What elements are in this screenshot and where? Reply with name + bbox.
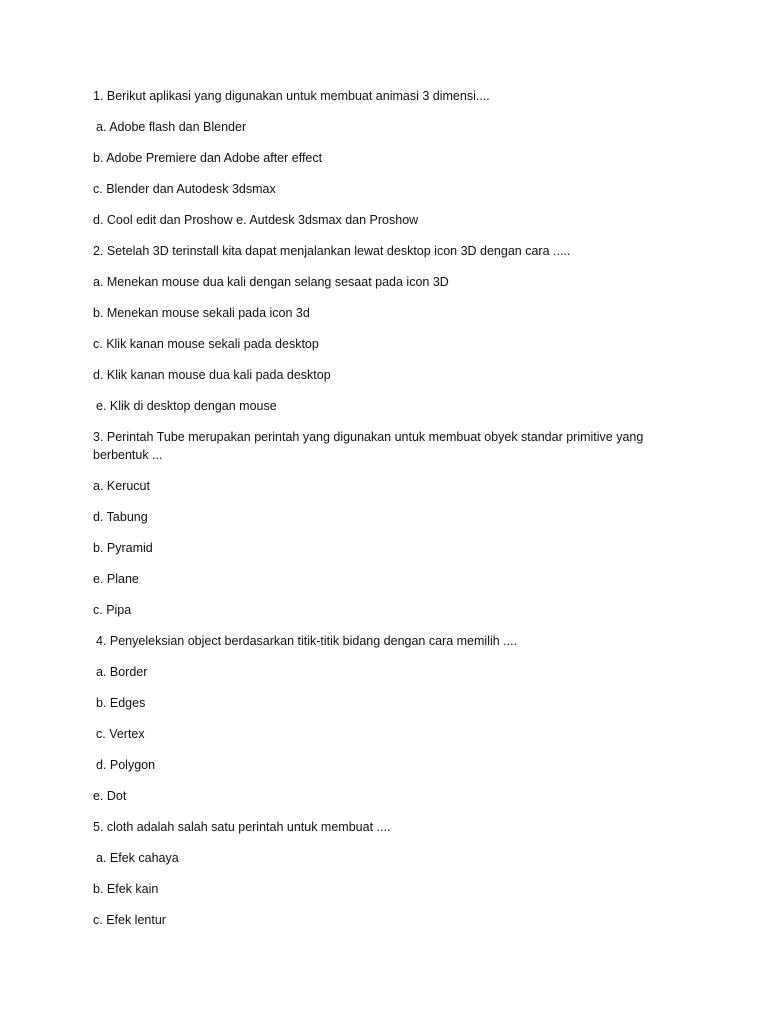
- question-1-option-a: a. Adobe flash dan Blender: [96, 120, 247, 134]
- question-3: 3. Perintah Tube merupakan perintah yang digunakan untuk membuat obyek standar primitive yang berbentuk ...: [93, 430, 644, 462]
- question-2-option-e: e. Klik di desktop dengan mouse: [96, 399, 277, 413]
- question-2: 2. Setelah 3D terinstall kita dapat menjalankan lewat desktop icon 3D dengan cara .....: [93, 244, 571, 258]
- question-3-option-e: e. Plane: [93, 572, 139, 586]
- question-5-option-a: a. Efek cahaya: [96, 851, 179, 865]
- question-3-option-b: b. Pyramid: [93, 541, 153, 555]
- question-3-option-c: c. Pipa: [93, 603, 132, 617]
- question-2-option-a: a. Menekan mouse dua kali dengan selang sesaat pada icon 3D: [93, 275, 449, 289]
- question-3-option-a: a. Kerucut: [93, 479, 150, 493]
- question-4-option-a: a. Border: [96, 665, 148, 679]
- document-page: [93, 87, 693, 942]
- question-3-option-d: d. Tabung: [93, 510, 148, 524]
- question-1-option-b: b. Adobe Premiere dan Adobe after effect: [93, 151, 323, 165]
- question-4: 4. Penyeleksian object berdasarkan titik-titik bidang dengan cara memilih ....: [96, 634, 518, 648]
- question-2-option-d: d. Klik kanan mouse dua kali pada desktop: [93, 368, 331, 382]
- question-2-option-b: b. Menekan mouse sekali pada icon 3d: [93, 306, 310, 320]
- question-1: 1. Berikut aplikasi yang digunakan untuk membuat animasi 3 dimensi....: [93, 89, 490, 103]
- question-4-option-c: c. Vertex: [96, 727, 145, 741]
- question-4-option-e: e. Dot: [93, 789, 127, 803]
- question-1-option-c: c. Blender dan Autodesk 3dsmax: [93, 182, 276, 196]
- question-4-option-d: d. Polygon: [96, 758, 156, 772]
- question-4-option-b: b. Edges: [96, 696, 146, 710]
- question-5: 5. cloth adalah salah satu perintah untuk membuat ....: [93, 820, 391, 834]
- question-2-option-c: c. Klik kanan mouse sekali pada desktop: [93, 337, 319, 351]
- question-1-option-d-e: d. Cool edit dan Proshow e. Autdesk 3dsmax dan Proshow: [93, 213, 419, 227]
- question-5-option-b: b. Efek kain: [93, 882, 159, 896]
- question-5-option-c: c. Efek lentur: [93, 913, 166, 927]
